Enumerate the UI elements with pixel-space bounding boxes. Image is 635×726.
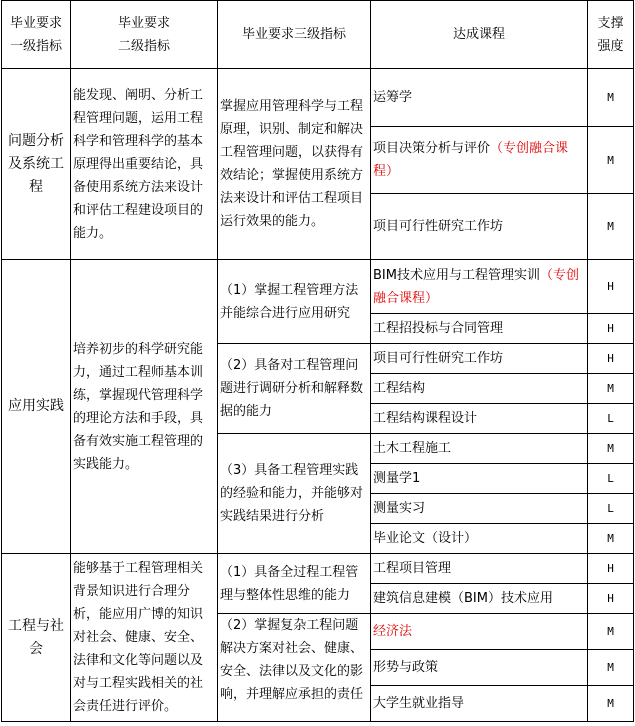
header-strength	[588, 1, 634, 69]
course-cell: 测量学1	[371, 464, 588, 494]
course-cell: 形势与政策	[371, 650, 588, 686]
header-strength-line1: 支撑	[597, 15, 624, 31]
level1-cell: 工程与社会	[2, 554, 71, 722]
strength-cell: M	[588, 650, 634, 686]
strength-cell: M	[588, 614, 634, 650]
course-cell: 大学生就业指导	[371, 686, 588, 722]
strength-cell: H	[588, 584, 634, 614]
header-level3	[218, 1, 371, 69]
course-cell: 毕业论文（设计）	[371, 524, 588, 554]
header-row	[2, 1, 634, 69]
course-cell: 建筑信息建模（BIM）技术应用	[371, 584, 588, 614]
header-level3-text: 毕业要求三级指标	[241, 27, 346, 42]
level2-cell: 能够基于工程管理相关背景知识进行合理分析，能应用广博的知识对社会、健康、安全、法律和文化等问题以及对与工程实践相关的社会责任进行评价。	[71, 554, 218, 722]
strength-cell: M	[588, 194, 634, 260]
level2-cell: 能发现、阐明、分析工程管理问题，运用工程科学和管理科学的基本原理得出重要结论，具备使用系统方法来设计和评估工程建设项目的能力。	[71, 69, 218, 260]
graduation-requirements-table	[1, 0, 634, 722]
level3-cell: （2）掌握复杂工程问题解决方案对社会、健康、安全、法律以及文化的影响，并理解应承担的责任	[218, 614, 371, 722]
course-cell: 项目决策分析与评价（专创融合课程）	[371, 127, 588, 194]
level3-cell: （1）掌握工程管理方法并能综合进行应用研究	[218, 260, 371, 344]
header-course-text: 达成课程	[452, 27, 505, 42]
header-level1-line2: 一级指标	[9, 38, 62, 54]
header-level2	[71, 1, 218, 69]
header-level2-line2: 二级指标	[117, 38, 170, 54]
course-cell: 经济法	[371, 614, 588, 650]
strength-cell: L	[588, 494, 634, 524]
course-cell: 土木工程施工	[371, 434, 588, 464]
strength-cell: M	[588, 69, 634, 127]
header-course	[371, 1, 588, 69]
course-cell: 运筹学	[371, 69, 588, 127]
strength-cell: H	[588, 554, 634, 584]
course-cell: 项目可行性研究工作坊	[371, 194, 588, 260]
strength-cell: M	[588, 524, 634, 554]
course-cell: 工程招投标与合同管理	[371, 314, 588, 344]
header-level1	[2, 1, 71, 69]
level3-cell: （1）具备全过程工程管理与整体性思维的能力	[218, 554, 371, 614]
strength-cell: M	[588, 127, 634, 194]
course-note: （专创融合课程）	[373, 141, 569, 179]
level1-cell: 应用实践	[2, 260, 71, 554]
course-cell: BIM技术应用与工程管理实训（专创融合课程）	[371, 260, 588, 314]
course-cell: 测量实习	[371, 494, 588, 524]
header-level1-line1: 毕业要求	[9, 15, 62, 31]
strength-cell: H	[588, 314, 634, 344]
strength-cell: M	[588, 686, 634, 722]
table-row	[2, 260, 634, 314]
strength-cell: H	[588, 344, 634, 374]
level3-cell: 掌握应用管理科学与工程原理，识别、制定和解决工程管理问题，以获得有效结论；掌握使用系统方法来设计和评估工程项目运行效果的能力。	[218, 69, 371, 260]
table-row	[2, 69, 634, 127]
header-level2-line1: 毕业要求	[117, 15, 170, 31]
course-cell: 工程项目管理	[371, 554, 588, 584]
level3-cell: （3）具备工程管理实践的经验和能力，并能够对实践结果进行分析	[218, 434, 371, 554]
strength-cell: M	[588, 434, 634, 464]
course-cell: 工程结构课程设计	[371, 404, 588, 434]
course-cell: 工程结构	[371, 374, 588, 404]
level1-cell: 问题分析及系统工程	[2, 69, 71, 260]
level3-cell: （2）具备对工程管理问题进行调研分析和解释数据的能力	[218, 344, 371, 434]
strength-cell: M	[588, 374, 634, 404]
course-note: （专创融合课程）	[373, 267, 579, 306]
strength-cell: H	[588, 260, 634, 314]
strength-cell: L	[588, 464, 634, 494]
header-strength-line2: 强度	[597, 38, 624, 54]
table-row	[2, 554, 634, 584]
strength-cell: L	[588, 404, 634, 434]
course-cell: 项目可行性研究工作坊	[371, 344, 588, 374]
level2-cell: 培养初步的科学研究能力，通过工程师基本训练，掌握现代管理科学的理论方法和手段，具备有效实施工程管理的实践能力。	[71, 260, 218, 554]
